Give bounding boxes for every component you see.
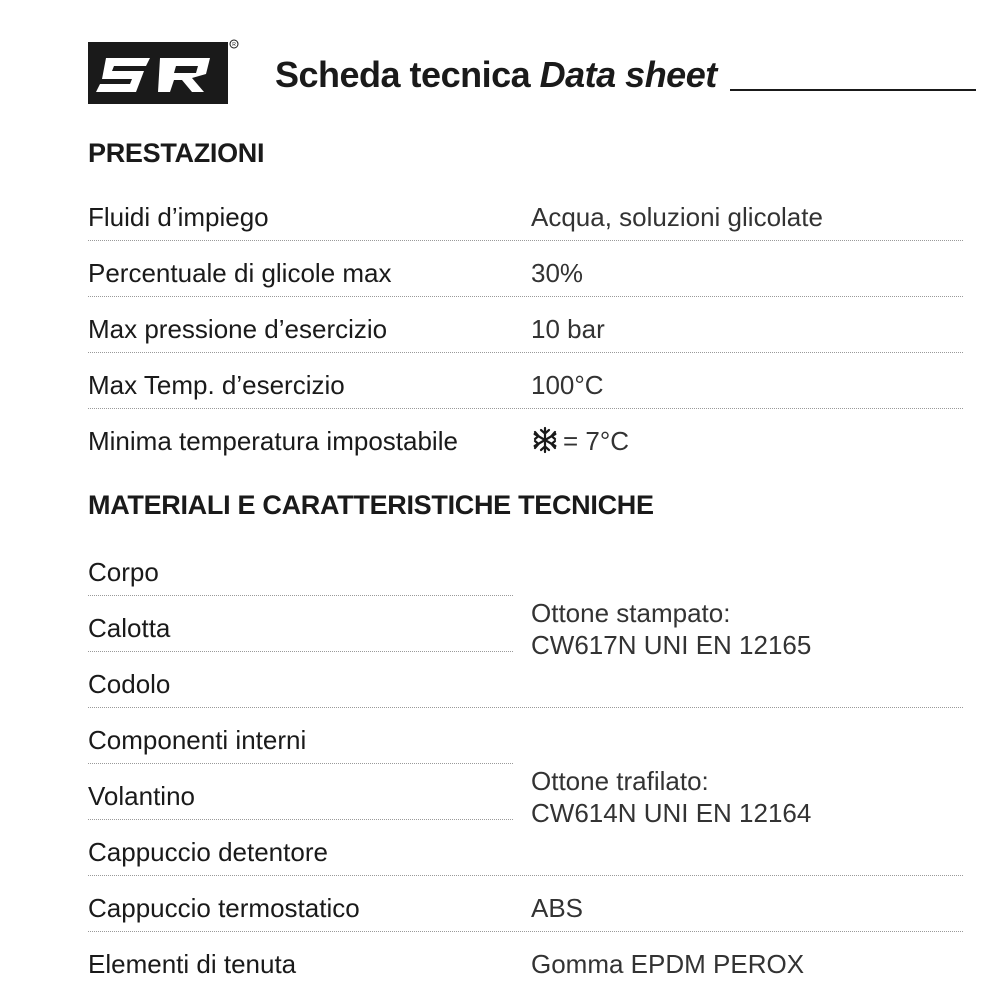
row-label: Componenti interni [88,725,307,755]
sr-logo [88,38,240,104]
table-row [88,876,963,932]
document-title [275,54,717,96]
material-group-value [531,597,811,661]
section-title-prestazioni: PRESTAZIONI [88,138,265,168]
row-value: Gomma EPDM PEROX [531,949,805,979]
table-row [88,353,963,409]
material-group-value [531,765,811,829]
row-value: 100°C [531,370,604,400]
row-value-with-icon [531,426,629,457]
row-label: Codolo [88,669,171,699]
table-row [88,652,963,708]
group-line: Ottone stampato: [531,598,731,628]
table-row [88,241,963,297]
row-label: Minima temperatura impostabile [88,426,458,456]
table-row [88,297,963,353]
row-label: Elementi di tenuta [88,949,297,979]
title-main: Scheda tecnica [275,54,531,95]
page-header [0,0,1000,120]
section-title-materiali: MATERIALI E CARATTERISTICHE TECNICHE [88,490,654,520]
row-value: 10 bar [531,314,605,344]
svg-text:R: R [232,42,236,48]
table-row [88,409,963,465]
row-value: Acqua, soluzioni glicolate [531,202,823,232]
table-row [88,764,963,820]
table-row [88,820,963,876]
snowflake-icon [531,426,559,454]
table-row [88,708,963,764]
row-label: Cappuccio detentore [88,837,328,867]
row-label: Calotta [88,613,171,643]
row-label: Corpo [88,557,159,587]
table-row [88,185,963,241]
title-italic: Data sheet [539,54,717,95]
group-line: CW617N UNI EN 12165 [531,630,812,660]
row-label: Percentuale di glicole max [88,258,392,288]
table-row [88,932,963,988]
row-label: Max pressione d’esercizio [88,314,388,344]
row-label: Cappuccio termostatico [88,893,360,923]
row-label: Volantino [88,781,195,811]
title-underline [730,89,976,91]
row-label: Max Temp. d’esercizio [88,370,345,400]
row-value: 30% [531,258,584,288]
group-line: Ottone trafilato: [531,766,709,796]
row-label: Fluidi d’impiego [88,202,269,232]
min-temp-value: = 7°C [563,426,630,456]
row-value: ABS [531,893,584,923]
table-row [88,540,963,596]
table-row [88,596,963,652]
group-line: CW614N UNI EN 12164 [531,798,812,828]
